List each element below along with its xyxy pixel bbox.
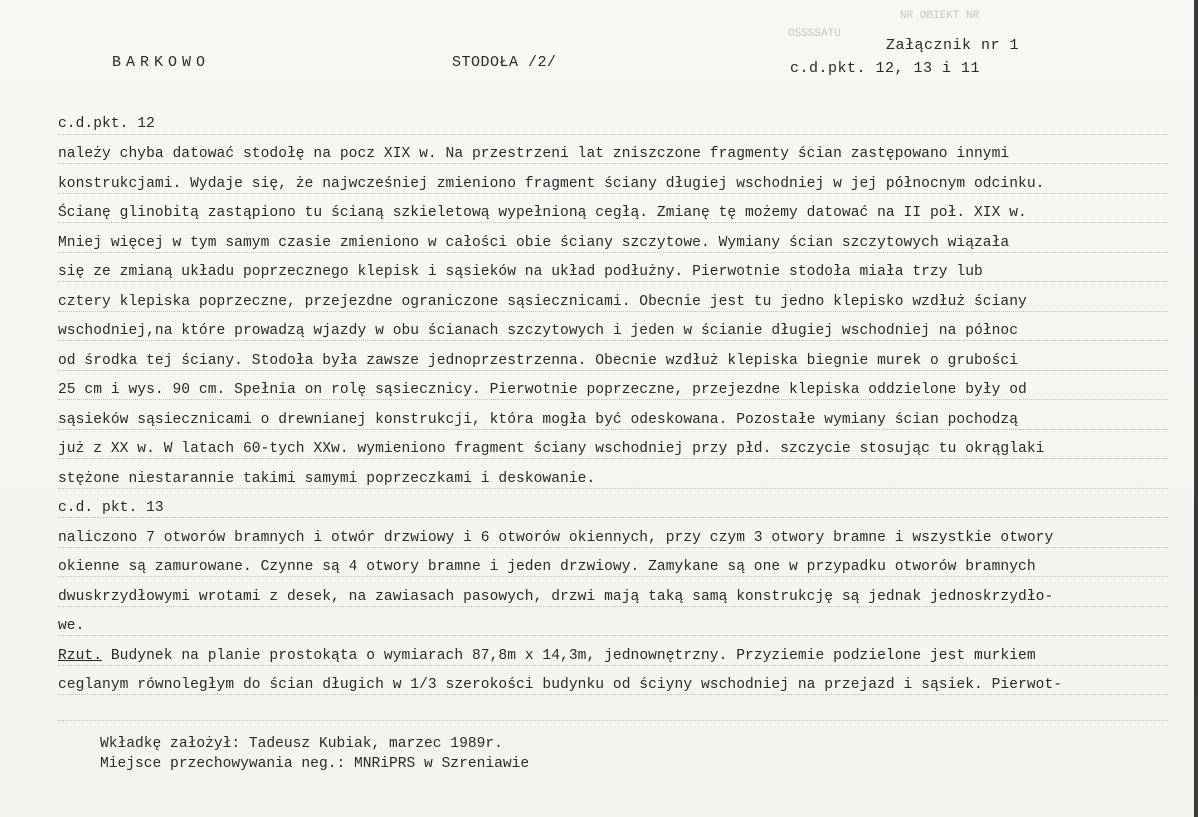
ruled-line: [58, 694, 1168, 695]
section-13-line: naliczono 7 otworów bramnych i otwór drzwiowy i 6 otworów okiennych, przy czym 3 otwory bramne i wszystkie otwory: [58, 530, 1054, 546]
section-12-line: stężone niestarannie takimi samymi poprzeczkami i deskowanie.: [58, 471, 596, 487]
ruled-line: [58, 252, 1168, 253]
ruled-line: [58, 370, 1168, 371]
section-13-line: we.: [58, 618, 85, 634]
ruled-line: [58, 222, 1168, 223]
page-edge: [1194, 0, 1198, 817]
section-13-line: okienne są zamurowane. Czynne są 4 otwory bramne i jeden drzwiowy. Zamykane są one w przypadku otworów bramnych: [58, 559, 1036, 575]
section-12-line: 25 cm i wys. 90 cm. Spełnia on rolę sąsiecznicy. Pierwotnie poprzeczne, przejezdne klepiska oddzielone były od: [58, 382, 1027, 398]
ruled-line: [58, 429, 1168, 430]
ruled-line: [58, 488, 1168, 489]
ruled-line: [58, 193, 1168, 194]
header-annex: Załącznik nr 1: [886, 37, 1020, 54]
faint-stamp-text: OSSSSATU: [788, 28, 841, 40]
section-12-heading: c.d.pkt. 12: [58, 116, 155, 132]
faint-stamp-text: NR OBIEKT NR: [900, 10, 980, 22]
section-13-line: dwuskrzydłowymi wrotami z desek, na zawiasach pasowych, drzwi mają taką samą konstrukcję są jednak jednoskrzydło-: [58, 589, 1054, 605]
section-12-line: Ścianę glinobitą zastąpiono tu ścianą szkieletową wypełnioną cegłą. Zmianę tę możemy datować na II poł. XIX w.: [58, 205, 1027, 221]
ruled-line: [58, 458, 1168, 459]
ruled-line: [58, 399, 1168, 400]
ruled-line: [58, 163, 1168, 164]
header-reference: c.d.pkt. 12, 13 i 11: [790, 60, 981, 77]
header-subject: STODOŁA /2/: [452, 54, 557, 71]
section-12-line: Mniej więcej w tym samym czasie zmieniono w całości obie ściany szczytowe. Wymiany ścian szczytowych wiązała: [58, 235, 1010, 251]
ruled-line: [58, 576, 1168, 577]
rzut-line: ceglanym równoległym do ścian długich w 1/3 szerokości budynku od ściyny wschodniej na przejazd i sąsiek. Pierwot-: [58, 677, 1063, 693]
rzut-label: Rzut.: [58, 648, 103, 664]
ruled-line: [58, 340, 1168, 341]
section-12-line: konstrukcjami. Wydaje się, że najwcześniej zmieniono fragment ściany długiej wschodniej w jej północnym odcinku.: [58, 176, 1045, 192]
section-12-line: wschodniej,na które prowadzą wjazdy w obu ścianach szczytowych i jeden w ścianie długiej wschodniej na północ: [58, 323, 1019, 339]
section-12-line: sąsieków sąsiecznicami o drewnianej konstrukcji, która mogła być odeskowana. Pozostałe wymiany ścian pochodzą: [58, 412, 1019, 428]
footer-storage: Miejsce przechowywania neg.: MNRiPRS w Szreniawie: [100, 756, 530, 772]
ruled-line: [58, 720, 1168, 721]
section-13-heading: c.d. pkt. 13: [58, 500, 164, 516]
ruled-line: [58, 665, 1168, 666]
section-12-line: się ze zmianą układu poprzecznego klepisk i sąsieków na układ podłużny. Pierwotnie stodoła miała trzy lub: [58, 264, 983, 280]
section-12-line: należy chyba datować stodołę na pocz XIX w. Na przestrzeni lat zniszczone fragmenty ścian zastępowano innymi: [58, 146, 1010, 162]
rzut-text: Budynek na planie prostokąta o wymiarach 87,8m x 14,3m, jednownętrzny. Przyziemie podzielone jest murkiem: [102, 648, 1036, 664]
ruled-line: [58, 281, 1168, 282]
ruled-line: [58, 517, 1168, 518]
ruled-line: [58, 547, 1168, 548]
header-place: BARKOWO: [112, 54, 211, 71]
ruled-line: [58, 311, 1168, 312]
ruled-line: [58, 635, 1168, 636]
footer-author: Wkładkę założył: Tadeusz Kubiak, marzec 1989r.: [100, 736, 503, 752]
ruled-line: [58, 134, 1168, 135]
rzut-line: [58, 648, 1036, 664]
ruled-line: [58, 606, 1168, 607]
section-12-line: już z XX w. W latach 60-tych XXw. wymieniono fragment ściany wschodniej przy płd. szczycie stosując tu okrąglaki: [58, 441, 1045, 457]
section-12-line: od środka tej ściany. Stodoła była zawsze jednoprzestrzenna. Obecnie wzdłuż klepiska biegnie murek o grubości: [58, 353, 1019, 369]
section-12-line: cztery klepiska poprzeczne, przejezdne ograniczone sąsiecznicami. Obecnie jest tu jedno klepisko wzdłuż ściany: [58, 294, 1027, 310]
